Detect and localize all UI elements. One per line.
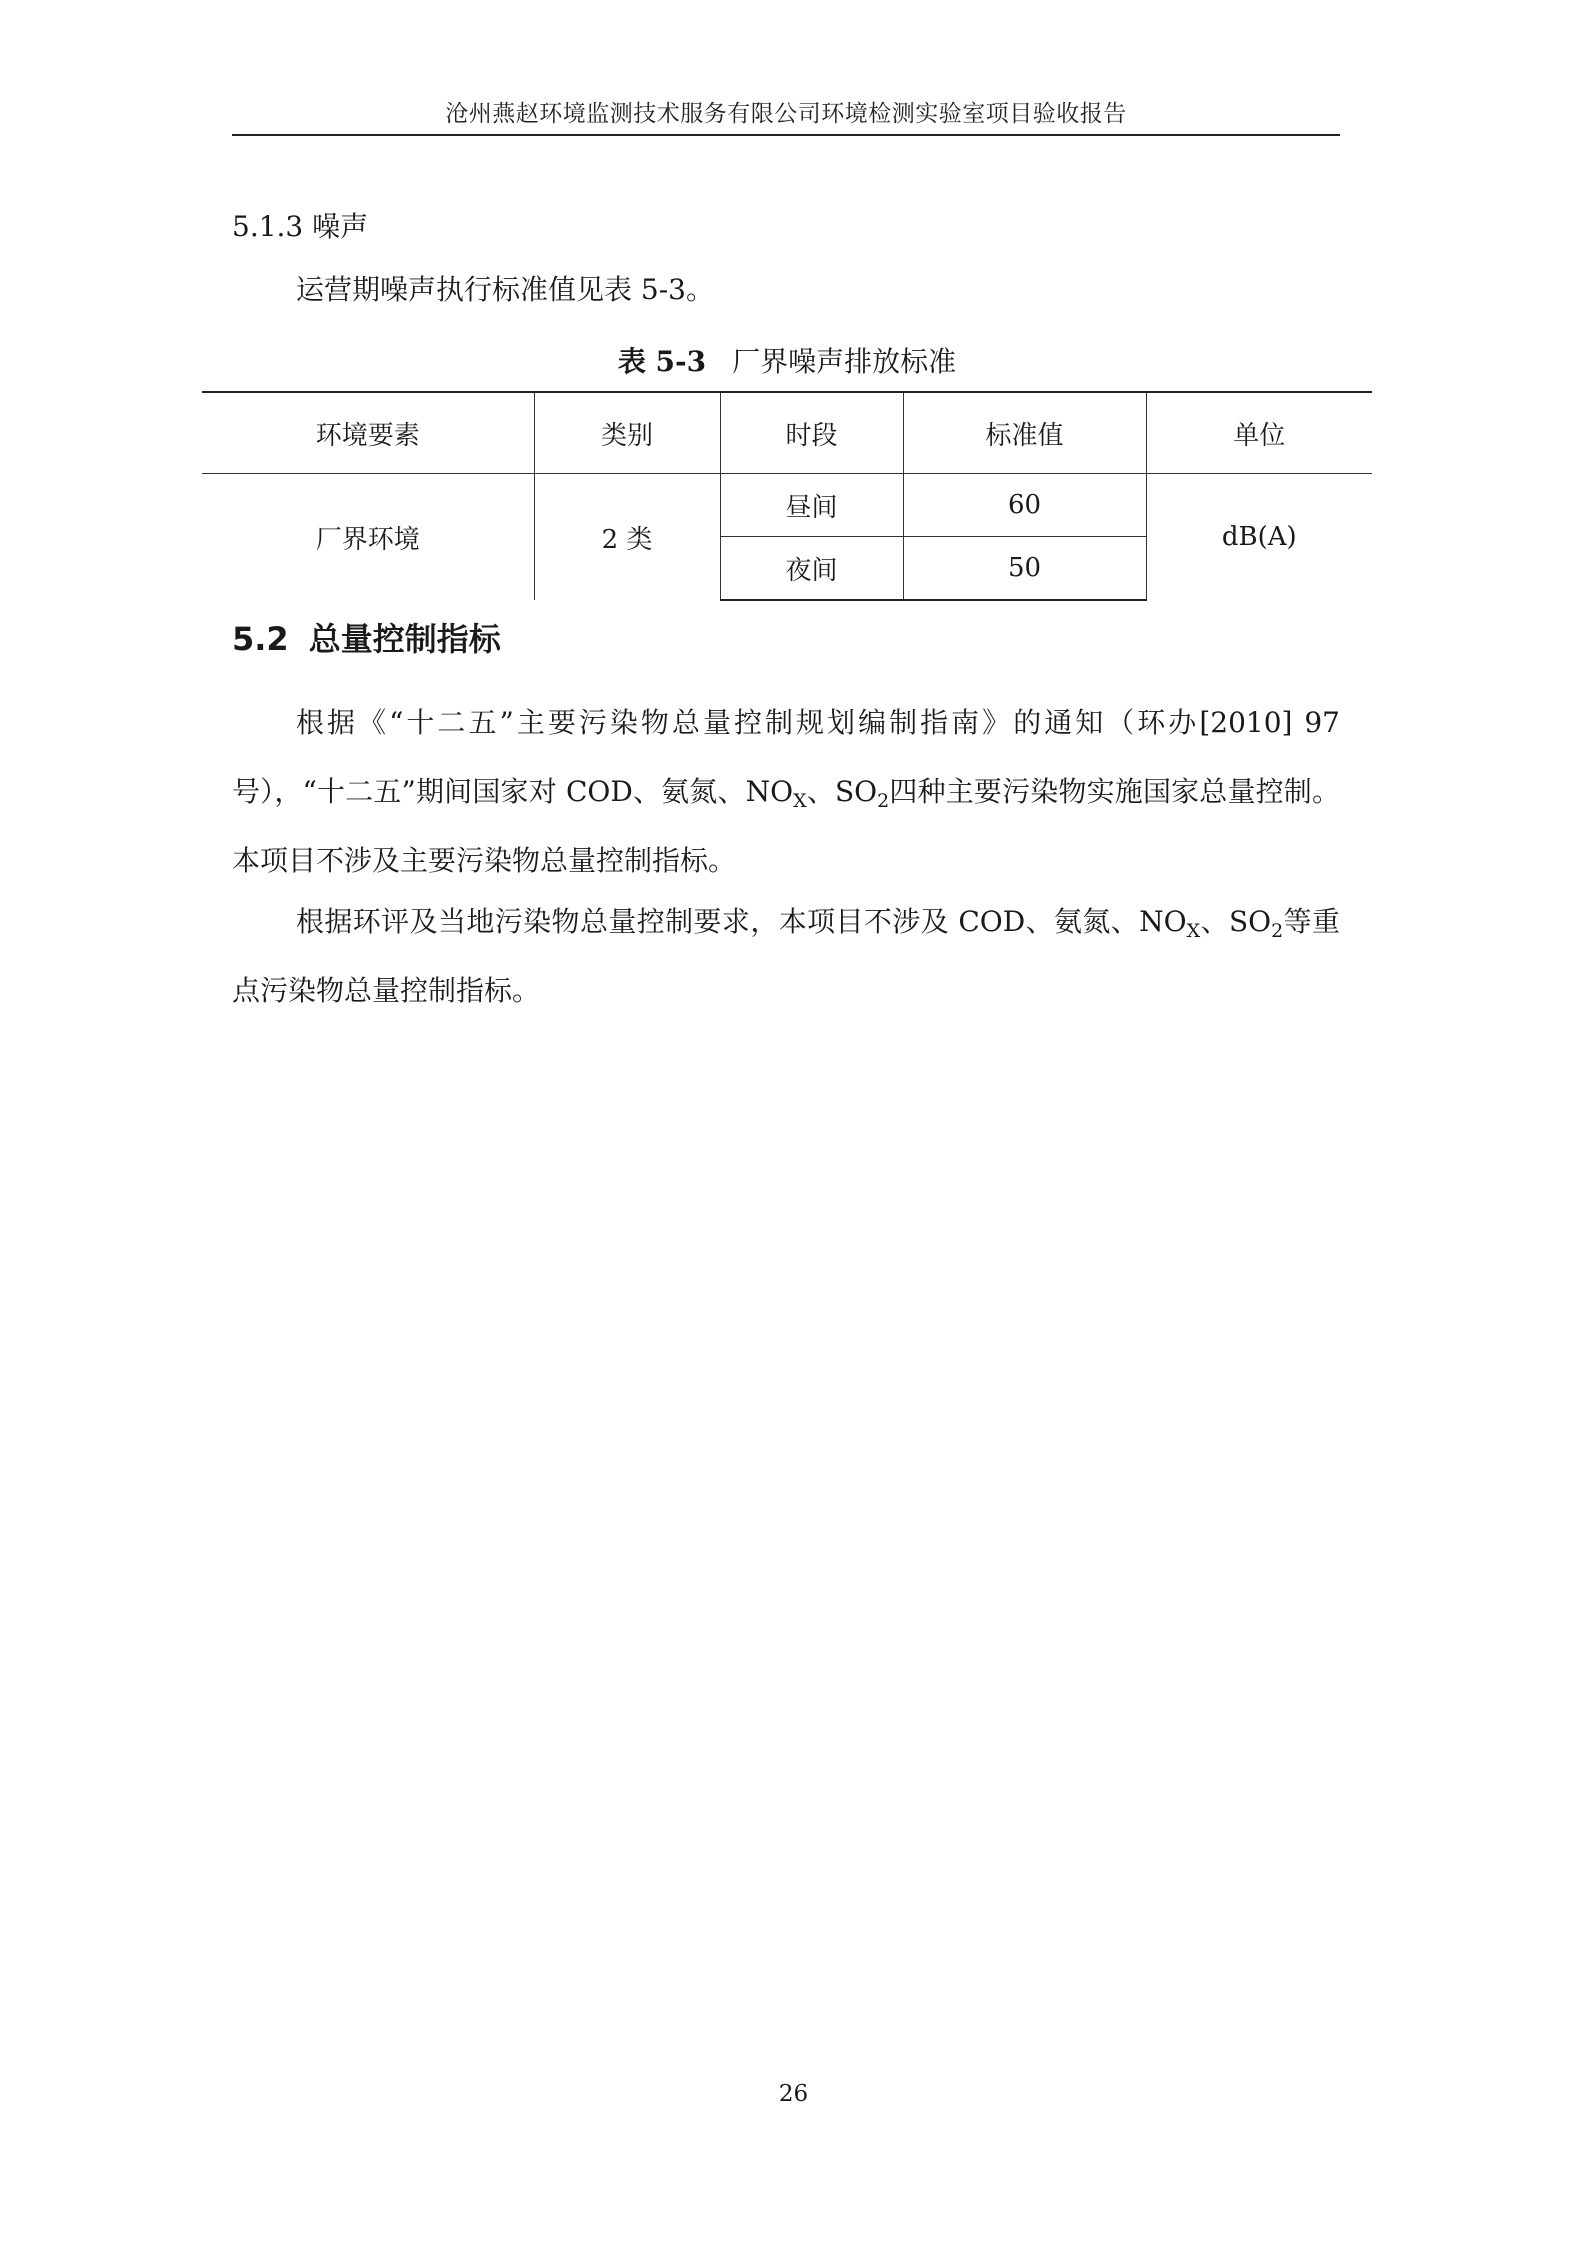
table-header-row [202, 392, 1372, 474]
cell-element: 厂界环境 [202, 474, 534, 601]
paragraph-text: 、SO [806, 775, 878, 808]
cell-period: 夜间 [720, 537, 903, 601]
column-header: 环境要素 [202, 392, 534, 474]
cell-unit: dB(A) [1146, 474, 1372, 601]
section-heading-total-control [232, 614, 501, 660]
section-number: 5.2 [232, 620, 289, 658]
cell-standard-value: 60 [903, 474, 1146, 537]
table-caption-number: 表 5-3 [617, 345, 707, 378]
subsection-heading-noise: 5.1.3 噪声 [232, 210, 369, 243]
cell-category: 2 类 [534, 474, 720, 601]
paragraph-text: 根据《“十二五”主要污染物总量控制规划编制指南》的通知（环办[2010] 97 号），“十二五”期间国家对 COD、氨氮、NO [232, 706, 1340, 808]
subscript: 2 [877, 790, 890, 812]
paragraph-text: 四种主要污染物实施国家总量控制。本项目不涉及主要污染物总量控制指标。 [232, 775, 1340, 877]
paragraph-text: 等重点污染物总量控制指标。 [232, 905, 1340, 1007]
section-title: 总量控制指标 [308, 620, 501, 658]
column-header: 类别 [534, 392, 720, 474]
subscript: X [793, 790, 807, 812]
cell-standard-value: 50 [903, 537, 1146, 601]
table-row [202, 474, 1372, 537]
cell-period: 昼间 [720, 474, 903, 537]
paragraph-text: 根据环评及当地污染物总量控制要求，本项目不涉及 COD、氨氮、NO [296, 905, 1187, 938]
column-header: 时段 [720, 392, 903, 474]
column-header: 单位 [1146, 392, 1372, 474]
body-paragraph [232, 887, 1340, 1025]
header-divider [232, 134, 1340, 136]
subscript: 2 [1271, 920, 1284, 942]
subscript: X [1186, 920, 1201, 942]
page-header-title: 沧州燕赵环境监测技术服务有限公司环境检测实验室项目验收报告 [445, 101, 1127, 127]
table-caption [202, 340, 1372, 380]
body-paragraph [232, 688, 1340, 895]
noise-intro-paragraph: 运营期噪声执行标准值见表 5-3。 [296, 273, 714, 306]
column-header: 标准值 [903, 392, 1146, 474]
table-caption-title: 厂界噪声排放标准 [732, 345, 957, 378]
page-number: 26 [778, 2081, 809, 2107]
paragraph-text: 、SO [1200, 905, 1272, 938]
noise-standard-table [202, 391, 1372, 601]
